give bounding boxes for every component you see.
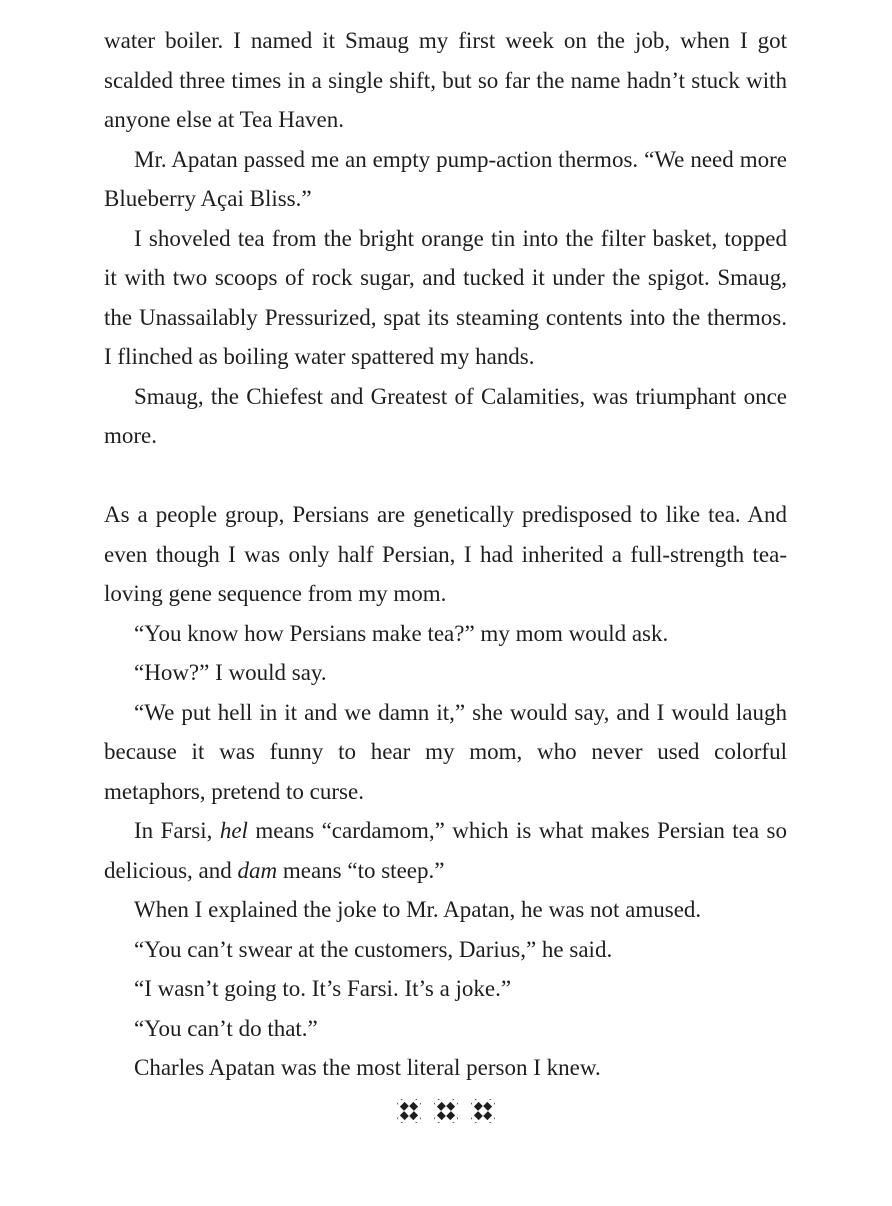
paragraph [104,219,787,377]
paragraph [104,1009,787,1049]
text-run: “You can’t do that.” [134,1015,318,1041]
text-run: means “to steep.” [277,857,445,883]
paragraph [104,1048,787,1088]
paragraph [104,614,787,654]
paragraph [104,140,787,219]
italic-text-run: dam [237,857,278,883]
paragraph [104,969,787,1009]
text-run: means “cardamom,” which is what makes Persian tea so delicious, and [104,818,787,883]
paragraph [104,377,787,456]
text-run: I shoveled tea from the bright orange tin into the filter basket, topped it with two scoops of rock sugar, and tucked it under the spigot. Smaug, the Unassailably Pressurized, spat its steaming contents into the thermos. I flinched as boiling water spattered my hands. [104,225,787,369]
paragraph [104,930,787,970]
paragraph [104,653,787,693]
text-run: As a people group, Persians are genetically predisposed to like tea. And even though I was only half Persian, I had inherited a full-strength tea-loving gene sequence from my mom. [104,502,787,606]
x-diamond-icon [397,1099,421,1123]
page-text [104,21,787,1088]
text-run: Charles Apatan was the most literal person I knew. [134,1055,601,1080]
text-run: When I explained the joke to Mr. Apatan, he was not amused. [134,897,702,922]
italic-text-run: hel [219,818,248,843]
text-run: Smaug, the Chiefest and Greatest of Calamities, was triumphant once more. [104,383,787,448]
text-run: “You know how Persians make tea?” my mom would ask. [134,620,669,646]
text-run: “You can’t swear at the customers, Darius,” he said. [134,936,613,962]
x-diamond-icon [434,1099,458,1123]
section-break-ornament [104,1099,787,1123]
text-run: In Farsi, [134,818,220,843]
text-run: Mr. Apatan passed me an empty pump-action thermos. “We need more Blueberry Açai Bliss.” [104,146,787,211]
paragraph [104,811,787,890]
paragraph [104,890,787,930]
text-run: “How?” I would say. [134,660,327,685]
paragraph [104,693,787,812]
text-run: water boiler. I named it Smaug my first week on the job, when I got scalded three times in a single shift, but so far the name hadn’t stuck with anyone else at Tea Haven. [104,28,787,132]
paragraph [104,21,787,140]
text-run: “We put hell in it and we damn it,” she would say, and I would laugh because it was funny to hear my mom, who never used colorful metaphors, pretend to curse. [104,699,787,804]
paragraph [104,495,787,614]
text-run: “I wasn’t going to. It’s Farsi. It’s a joke.” [134,976,512,1001]
x-diamond-icon [471,1099,495,1123]
